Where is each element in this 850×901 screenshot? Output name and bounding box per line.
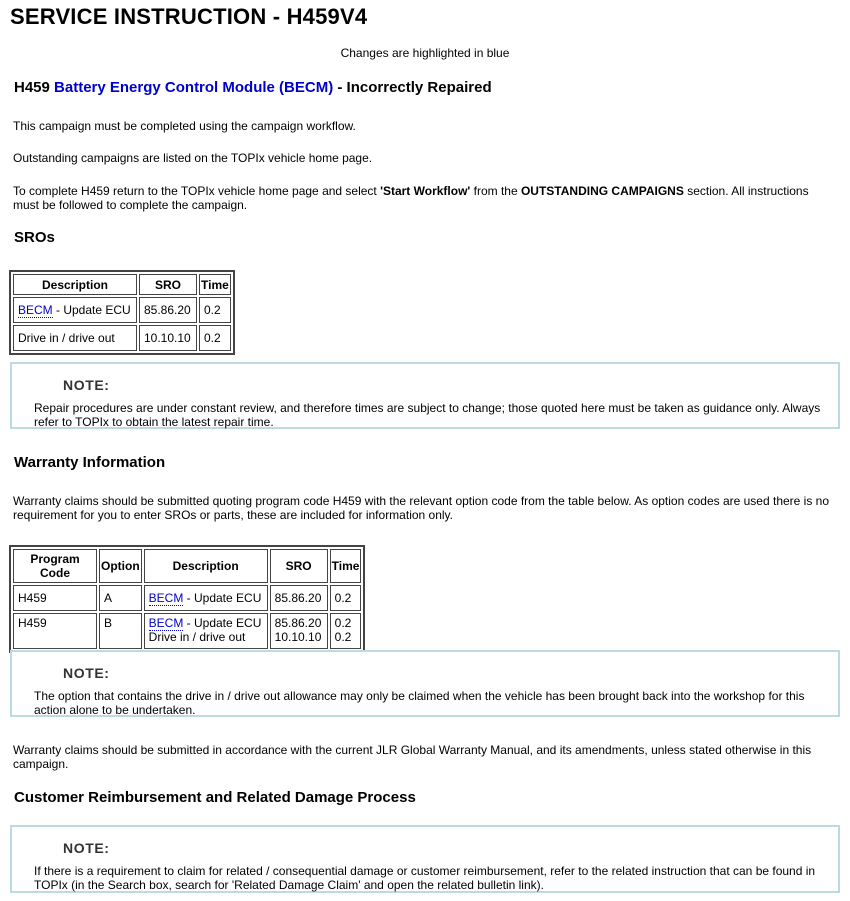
table-row	[13, 613, 361, 649]
becm-acronym-link[interactable]: BECM	[18, 303, 53, 317]
description-cell	[13, 297, 137, 323]
sros-heading: SROs	[14, 229, 55, 246]
note-label: NOTE:	[63, 840, 110, 856]
description-text: - Update ECU	[52, 303, 131, 317]
note-box-drive-in-out	[10, 650, 840, 717]
description-text-2: Drive in / drive out	[148, 630, 246, 644]
table-row	[13, 585, 361, 611]
outstanding-campaigns-label: OUTSTANDING CAMPAIGNS	[520, 184, 684, 198]
sro-cell: 85.86.20	[139, 297, 197, 323]
becm-acronym-link[interactable]: BECM	[148, 616, 184, 630]
sro-cell: 10.10.10	[139, 325, 197, 351]
table-row	[13, 325, 231, 351]
column-header: SRO	[270, 549, 328, 583]
note-text: Repair procedures are under constant review, and therefore times are subject to change; those quoted here must be taken as guidance only. Always refer to TOPIx to obtain the latest repair time.	[34, 401, 821, 429]
table-header-row	[13, 549, 361, 583]
start-workflow-label: 'Start Workflow'	[380, 184, 471, 198]
table-row	[13, 297, 231, 323]
description-text: - Update ECU	[183, 591, 262, 605]
program-code-cell: H459	[13, 613, 97, 649]
reimbursement-heading: Customer Reimbursement and Related Damage Process	[14, 789, 416, 806]
column-header: Time	[330, 549, 362, 583]
note-box-related-damage	[10, 825, 840, 893]
campaign-highlight: Battery Energy Control Module (BECM)	[54, 79, 334, 96]
sro-value-2: 10.10.10	[274, 630, 322, 644]
warranty-heading: Warranty Information	[14, 454, 166, 471]
warranty-manual-paragraph: Warranty claims should be submitted in accordance with the current JLR Global Warranty Manual, and its amendments, unless stated otherwise in this campaign.	[13, 743, 812, 771]
intro-line-1: This campaign must be completed using the campaign workflow.	[13, 119, 356, 133]
page-title: SERVICE INSTRUCTION - H459V4	[10, 4, 368, 29]
note-text: The option that contains the drive in / drive out allowance may only be claimed when the vehicle has been brought back into the workshop for this action alone to be undertaken.	[34, 689, 805, 717]
time-value-2: 0.2	[334, 630, 352, 644]
note-label: NOTE:	[63, 665, 110, 681]
column-header: Program Code	[13, 549, 97, 583]
becm-acronym-link[interactable]: BECM	[148, 591, 184, 605]
column-header: SRO	[139, 274, 197, 295]
description-text: - Update ECU	[183, 616, 262, 630]
note-label: NOTE:	[63, 377, 110, 393]
sro-table	[9, 270, 235, 355]
column-header: Description	[13, 274, 137, 295]
note-text: If there is a requirement to claim for related / consequential damage or customer reimbursement, refer to the related instruction that can be found in TOPIx (in the Search box, search for 'Related Damage Claim' and open the related bulletin link).	[34, 864, 816, 892]
description-cell	[144, 613, 268, 649]
time-cell: 0.2	[199, 325, 231, 351]
time-cell	[330, 613, 362, 649]
changes-note: Changes are highlighted in blue	[340, 46, 510, 60]
sro-cell: 85.86.20	[270, 585, 328, 611]
table-header-row	[13, 274, 231, 295]
time-value: 0.2	[334, 616, 352, 630]
instruction-text-2: from the	[470, 184, 521, 198]
instruction-paragraph	[13, 184, 833, 212]
column-header: Description	[144, 549, 268, 583]
description-cell: Drive in / drive out	[13, 325, 137, 351]
sro-value: 85.86.20	[274, 616, 322, 630]
option-cell: B	[99, 613, 142, 649]
intro-line-2: Outstanding campaigns are listed on the TOPIx vehicle home page.	[13, 151, 373, 165]
warranty-paragraph: Warranty claims should be submitted quoting program code H459 with the relevant option code from the table below. As option codes are used there is no requirement for you to enter SROs or parts, these are included for information only.	[13, 494, 830, 522]
campaign-code: H459	[14, 79, 50, 96]
time-cell: 0.2	[199, 297, 231, 323]
column-header: Time	[199, 274, 231, 295]
campaign-heading	[14, 79, 492, 96]
instruction-text-3: section. All instructions must be followed to complete the campaign.	[13, 184, 809, 212]
description-cell	[144, 585, 268, 611]
instruction-text-1: To complete H459 return to the TOPIx vehicle home page and select	[13, 184, 381, 198]
note-box-repair-times	[10, 362, 840, 429]
sro-cell	[270, 613, 328, 649]
campaign-heading-rest: - Incorrectly Repaired	[337, 79, 492, 96]
time-cell: 0.2	[330, 585, 362, 611]
program-code-cell: H459	[13, 585, 97, 611]
column-header: Option	[99, 549, 142, 583]
warranty-table	[9, 545, 365, 653]
option-cell: A	[99, 585, 142, 611]
